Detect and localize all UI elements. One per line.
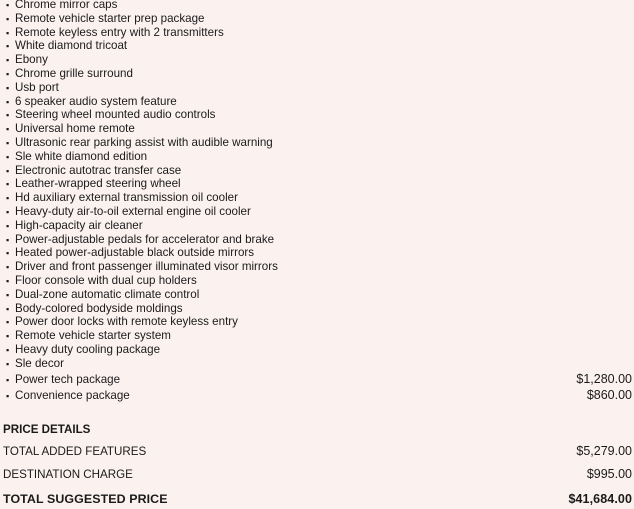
feature-label: Dual-zone automatic climate control (15, 287, 200, 301)
feature-item (6, 150, 632, 164)
bullet-icon: ▪ (6, 374, 10, 385)
feature-label: Remote vehicle starter system (15, 329, 171, 343)
bullet-icon: ▪ (6, 151, 10, 162)
feature-item (6, 26, 632, 40)
bullet-icon: ▪ (6, 179, 10, 190)
feature-label: Heavy-duty air-to-oil external engine oil cooler (15, 204, 251, 218)
feature-item (6, 288, 632, 302)
bullet-icon: ▪ (6, 391, 10, 402)
total-added-features-value: $5,279.00 (576, 444, 632, 458)
total-added-features-row (3, 440, 632, 463)
feature-label: Power door locks with remote keyless entry (15, 315, 238, 329)
total-suggested-price-value: $41,684.00 (568, 492, 632, 506)
bullet-icon: ▪ (6, 124, 10, 135)
bullet-icon: ▪ (6, 248, 10, 259)
feature-label: Heavy duty cooling package (15, 342, 161, 356)
feature-item (6, 95, 632, 109)
bullet-icon: ▪ (6, 137, 10, 148)
feature-label: Sle white diamond edition (15, 149, 148, 163)
feature-label: Floor console with dual cup holders (15, 273, 197, 287)
feature-item (6, 371, 632, 388)
feature-label: Electronic autotrac transfer case (15, 163, 182, 177)
bullet-icon: ▪ (6, 68, 10, 79)
feature-item (6, 122, 632, 136)
feature-item (6, 108, 632, 122)
bullet-icon: ▪ (6, 27, 10, 38)
feature-label: High-capacity air cleaner (15, 218, 143, 232)
bullet-icon: ▪ (6, 110, 10, 121)
feature-item (6, 81, 632, 95)
feature-price: $1,280.00 (576, 371, 632, 386)
bullet-icon: ▪ (6, 13, 10, 24)
feature-label: Remote vehicle starter prep package (15, 11, 205, 25)
feature-label: Power tech package (15, 372, 121, 386)
bullet-icon: ▪ (6, 289, 10, 300)
destination-charge-row (3, 463, 632, 486)
feature-item (6, 39, 632, 53)
feature-label: Ebony (15, 53, 48, 67)
bullet-icon: ▪ (6, 234, 10, 245)
feature-item (6, 164, 632, 178)
feature-label: Driver and front passenger illuminated visor mirrors (15, 260, 278, 274)
feature-item (6, 136, 632, 150)
total-suggested-price-label: TOTAL SUGGESTED PRICE (3, 492, 168, 506)
feature-item (6, 260, 632, 274)
feature-item (6, 357, 632, 371)
total-suggested-price-row (3, 489, 632, 509)
bullet-icon: ▪ (6, 165, 10, 176)
feature-item (6, 53, 632, 67)
feature-item (6, 191, 632, 205)
feature-label: Ultrasonic rear parking assist with audible warning (15, 135, 273, 149)
feature-item (6, 177, 632, 191)
feature-item (6, 233, 632, 247)
feature-label: 6 speaker audio system feature (15, 94, 177, 108)
feature-item (6, 274, 632, 288)
destination-charge-value: $995.00 (586, 467, 632, 481)
feature-item (6, 205, 632, 219)
bullet-icon: ▪ (6, 0, 10, 10)
feature-label: Sle decor (15, 356, 64, 370)
feature-item (6, 387, 632, 404)
feature-item (6, 315, 632, 329)
destination-charge-label: DESTINATION CHARGE (3, 468, 133, 481)
feature-label: Body-colored bodyside moldings (15, 301, 183, 315)
bullet-icon: ▪ (6, 358, 10, 369)
feature-label: Usb port (15, 80, 59, 94)
total-added-features-label: TOTAL ADDED FEATURES (3, 445, 147, 458)
feature-list (6, 0, 632, 404)
feature-label: Hd auxiliary external transmission oil cooler (15, 191, 238, 205)
bullet-icon: ▪ (6, 193, 10, 204)
feature-price: $860.00 (586, 388, 632, 403)
feature-item (6, 12, 632, 26)
feature-item (6, 343, 632, 357)
feature-label: Heated power-adjustable black outside mirrors (15, 246, 255, 260)
feature-item (6, 0, 632, 12)
feature-label: Chrome grille surround (15, 66, 133, 80)
feature-label: Power-adjustable pedals for accelerator and brake (15, 232, 275, 246)
feature-label: Steering wheel mounted audio controls (15, 108, 216, 122)
feature-item (6, 246, 632, 260)
bullet-icon: ▪ (6, 262, 10, 273)
feature-label: Convenience package (15, 389, 130, 403)
feature-item (6, 302, 632, 316)
bullet-icon: ▪ (6, 82, 10, 93)
feature-item (6, 67, 632, 81)
feature-label: Leather-wrapped steering wheel (15, 177, 181, 191)
bullet-icon: ▪ (6, 275, 10, 286)
price-details (3, 422, 632, 509)
bullet-icon: ▪ (6, 206, 10, 217)
feature-item (6, 219, 632, 233)
feature-label: Universal home remote (15, 122, 135, 136)
bullet-icon: ▪ (6, 331, 10, 342)
feature-item (6, 329, 632, 343)
bullet-icon: ▪ (6, 344, 10, 355)
feature-label: Remote keyless entry with 2 transmitters (15, 25, 224, 39)
bullet-icon: ▪ (6, 220, 10, 231)
feature-label: White diamond tricoat (15, 39, 128, 53)
bullet-icon: ▪ (6, 303, 10, 314)
bullet-icon: ▪ (6, 96, 10, 107)
bullet-icon: ▪ (6, 55, 10, 66)
bullet-icon: ▪ (6, 317, 10, 328)
feature-label: Chrome mirror caps (15, 0, 118, 11)
price-details-heading: PRICE DETAILS (3, 423, 91, 436)
bullet-icon: ▪ (6, 41, 10, 52)
